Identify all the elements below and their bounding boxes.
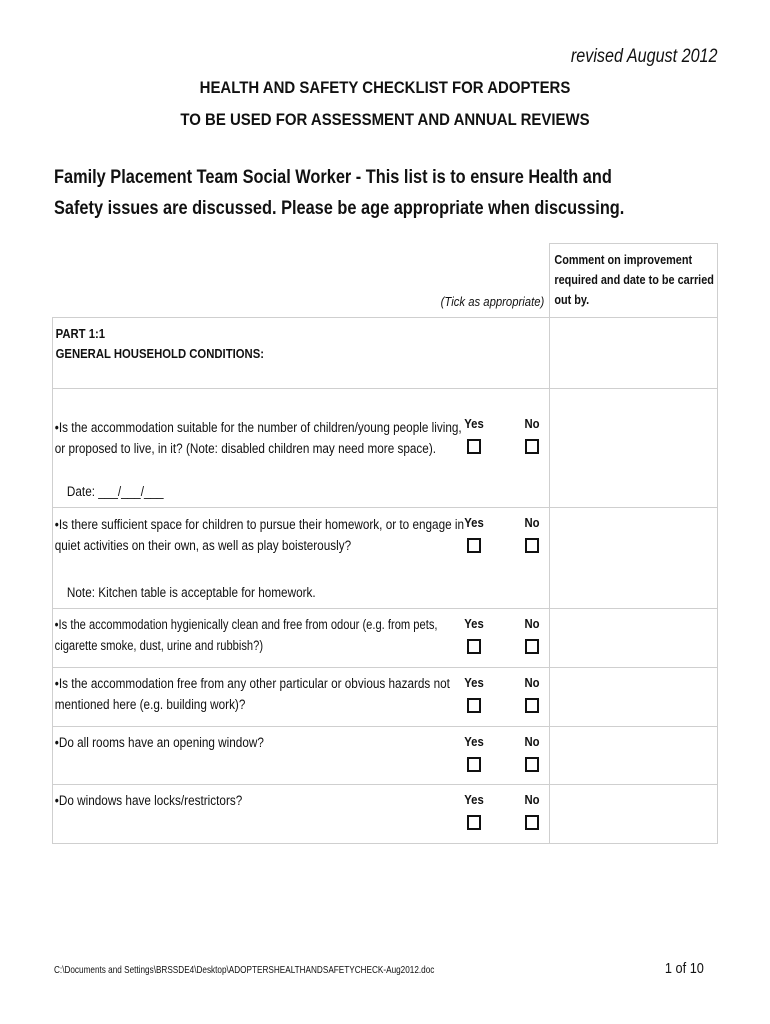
no-checkbox[interactable] <box>525 439 539 454</box>
yes-checkbox[interactable] <box>467 757 481 772</box>
question-text: cigarette smoke, dust, urine and rubbish?) <box>54 637 264 653</box>
intro-paragraph: Family Placement Team Social Worker - This list is to ensure Health and Safety issues are discussed. Please be age appropriate when discussing. <box>54 167 625 219</box>
comment-header-line: out by. <box>554 293 590 307</box>
yes-label: Yes <box>464 791 484 807</box>
comment-cell[interactable] <box>550 608 718 667</box>
no-label: No <box>524 733 540 749</box>
comment-cell[interactable] <box>550 507 718 608</box>
comment-header-cell <box>550 244 718 318</box>
yes-label: Yes <box>464 514 484 530</box>
yes-label: Yes <box>464 415 484 431</box>
question-text: •Is the accommodation free from any other particular or obvious hazards not <box>54 675 450 691</box>
comment-cell[interactable] <box>550 726 718 784</box>
document-title-line-2: TO BE USED FOR ASSESSMENT AND ANNUAL REVIEWS <box>180 110 590 129</box>
question-text: mentioned here (e.g. building work)? <box>54 696 246 712</box>
no-label: No <box>524 615 540 631</box>
question-text: or proposed to live, in it? (Note: disabled children may need more space). <box>54 440 437 456</box>
table-row <box>53 507 718 608</box>
no-label: No <box>524 415 540 431</box>
document-title-line-1: HEALTH AND SAFETY CHECKLIST FOR ADOPTERS <box>199 78 571 97</box>
yes-checkbox[interactable] <box>467 439 481 454</box>
comment-cell[interactable] <box>550 784 718 843</box>
table-row <box>53 608 718 667</box>
revised-date: revised August 2012 <box>571 46 718 67</box>
question-text: •Do windows have locks/restrictors? <box>54 792 243 808</box>
table-row <box>53 388 718 507</box>
comment-cell[interactable] <box>550 388 718 507</box>
yes-checkbox[interactable] <box>467 639 481 654</box>
tick-as-appropriate-label: (Tick as appropriate) <box>440 293 544 309</box>
part-subtitle: GENERAL HOUSEHOLD CONDITIONS: <box>55 345 265 361</box>
no-label: No <box>524 674 540 690</box>
no-checkbox[interactable] <box>525 757 539 772</box>
yes-label: Yes <box>464 733 484 749</box>
question-text: quiet activities on their own, as well as play boisterously? <box>54 537 352 553</box>
no-label: No <box>524 791 540 807</box>
yes-checkbox[interactable] <box>467 815 481 830</box>
no-checkbox[interactable] <box>525 698 539 713</box>
footer-file-path: C:\Documents and Settings\BRSSDE4\Desktop\ADOPTERSHEALTHANDSAFETYCHECK-Aug2012.doc <box>54 964 435 976</box>
yes-label: Yes <box>464 615 484 631</box>
comment-cell[interactable] <box>550 317 718 388</box>
date-line: Date: ___/___/___ <box>66 483 164 499</box>
no-label: No <box>524 514 540 530</box>
table-header-row <box>53 244 718 318</box>
homework-note: Note: Kitchen table is acceptable for homework. <box>66 584 316 600</box>
checklist-table <box>52 243 718 844</box>
part-header-row <box>53 317 718 388</box>
no-checkbox[interactable] <box>525 815 539 830</box>
table-row <box>53 667 718 726</box>
question-text: •Is there sufficient space for children to pursue their homework, or to engage in <box>54 516 465 532</box>
question-text: •Do all rooms have an opening window? <box>54 734 264 750</box>
page-number: 1 of 10 <box>665 960 704 977</box>
comment-header-line: required and date to be carried <box>554 273 714 287</box>
no-checkbox[interactable] <box>525 538 539 553</box>
question-text: •Is the accommodation suitable for the number of children/young people living, <box>54 419 462 435</box>
table-row <box>53 784 718 843</box>
yes-checkbox[interactable] <box>467 538 481 553</box>
comment-header-line: Comment on improvement <box>554 253 693 267</box>
question-text: •Is the accommodation hygienically clean and free from odour (e.g. from pets, <box>54 616 438 632</box>
comment-cell[interactable] <box>550 667 718 726</box>
table-row <box>53 726 718 784</box>
part-title: PART 1:1 <box>55 325 106 341</box>
yes-label: Yes <box>464 674 484 690</box>
no-checkbox[interactable] <box>525 639 539 654</box>
yes-checkbox[interactable] <box>467 698 481 713</box>
